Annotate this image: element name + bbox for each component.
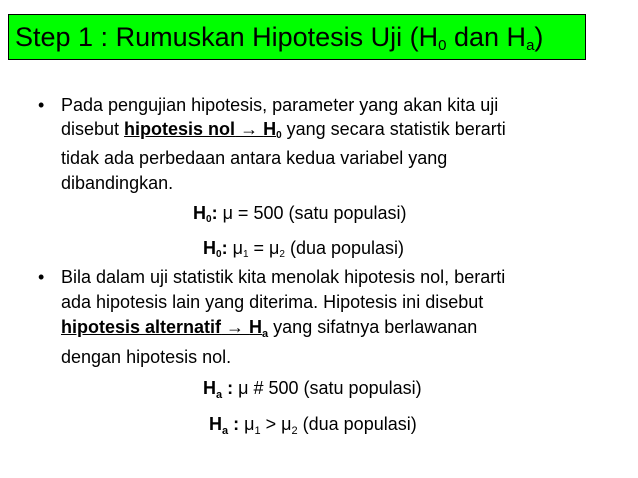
title-prefix: Step 1 : Rumuskan Hipotesis Uji (H xyxy=(15,22,439,52)
bullet-2: • xyxy=(38,267,45,287)
equation-ha-dua: $H_a$ : $\mu_1 > \mu_2$ (dua populasi) xyxy=(209,414,417,437)
term-hipotesis-alternatif: hipotesis alternatif → $H_a$ xyxy=(61,317,269,340)
para2-line-4: dengan hipotesis nol. xyxy=(61,347,232,367)
para1-line-4: dibandingkan. xyxy=(61,173,174,193)
equation-h0-satu: $H_0$: μ = 500 (satu populasi) xyxy=(193,203,407,225)
para1-line-3: tidak ada perbedaan antara kedua variabel yang xyxy=(61,148,448,168)
para2-line3-b: yang sifatnya berlawanan xyxy=(268,317,478,337)
arrow-icon: → xyxy=(221,317,250,337)
para1-line-1: Pada pengujian hipotesis, parameter yang akan kita uji xyxy=(61,95,499,115)
para2-line-2: ada hipotesis lain yang diterima. Hipotesis ini disebut xyxy=(61,292,484,312)
title-sub-a: a xyxy=(526,37,535,54)
para2-line-1: Bila dalam uji statistik kita menolak hipotesis nol, berarti xyxy=(61,267,506,287)
bullet-1: • xyxy=(38,95,45,115)
title-mid: dan H xyxy=(446,22,527,52)
para1-line-2 xyxy=(61,119,506,140)
equation-ha-satu: $H_a$ : μ # 500 (satu populasi) xyxy=(203,378,422,401)
term-hipotesis-nol: hipotesis nol → $H_0$ xyxy=(124,119,282,141)
equation-h0-dua: $H_0$: $\mu_1 = \mu_2$ (dua populasi) xyxy=(203,238,405,260)
slide-title xyxy=(8,14,586,60)
para1-line2-a: disebut xyxy=(61,119,125,139)
para2-line-3 xyxy=(61,317,477,338)
title-suffix: ) xyxy=(534,22,544,52)
para1-line2-b: yang secara statistik berarti xyxy=(281,119,506,139)
title-sub-0: 0 xyxy=(438,37,447,54)
arrow-icon: → xyxy=(235,119,264,139)
